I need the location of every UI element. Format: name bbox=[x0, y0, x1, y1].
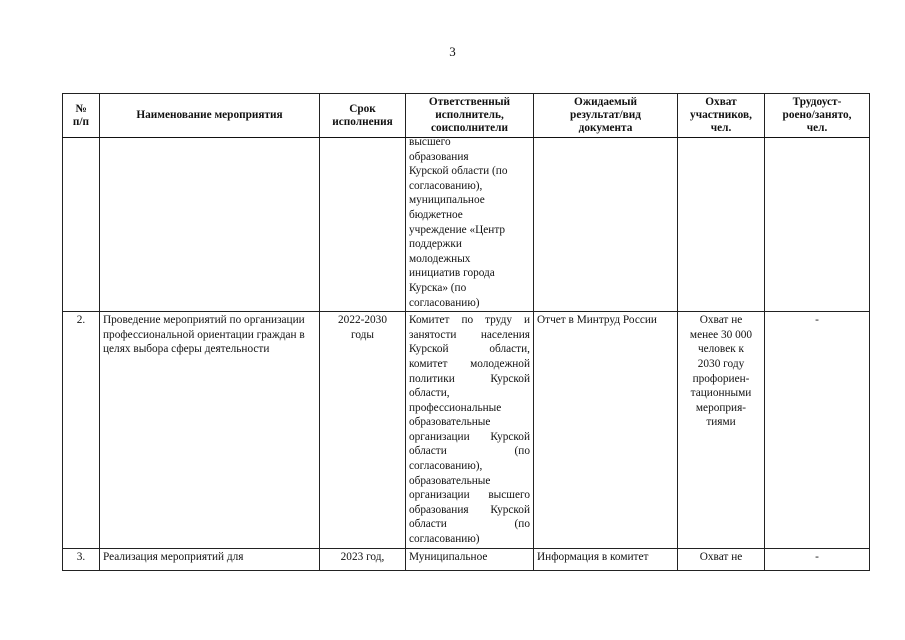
cell-executors: Комитет по труду и занятости населения Курской области, комитет молодежной политики Курской области, профессиональные образовательные организации Курской области (по согласованию), образовательные организации высшего образования Курской области (по согласованию) bbox=[406, 312, 534, 549]
header-coverage: Охват участников, чел. bbox=[678, 94, 765, 138]
cell-executors: Муниципальное bbox=[406, 548, 534, 570]
cell-coverage: Охват не менее 30 000 человек к 2030 году профориен- тационными мероприя- тиями bbox=[678, 312, 765, 549]
cell-result bbox=[534, 138, 678, 312]
cell-num: 3. bbox=[63, 548, 100, 570]
table-row bbox=[63, 312, 870, 549]
table-row bbox=[63, 548, 870, 570]
cell-num: 2. bbox=[63, 312, 100, 549]
cell-term: 2022-2030 годы bbox=[320, 312, 406, 549]
header-result: Ожидаемый результат/вид документа bbox=[534, 94, 678, 138]
cell-num bbox=[63, 138, 100, 312]
header-employed: Трудоуст- роено/занято, чел. bbox=[765, 94, 870, 138]
cell-term: 2023 год, bbox=[320, 548, 406, 570]
cell-term bbox=[320, 138, 406, 312]
header-executors: Ответственный исполнитель, соисполнители bbox=[406, 94, 534, 138]
cell-coverage: Охват не bbox=[678, 548, 765, 570]
cell-coverage bbox=[678, 138, 765, 312]
cell-name bbox=[100, 138, 320, 312]
header-term: Срок исполнения bbox=[320, 94, 406, 138]
header-num: № п/п bbox=[63, 94, 100, 138]
cell-employed: - bbox=[765, 312, 870, 549]
table-row-continued bbox=[63, 138, 870, 312]
cell-result: Отчет в Минтруд России bbox=[534, 312, 678, 549]
cell-name: Проведение мероприятий по организации профессиональной ориентации граждан в целях выбора сферы деятельности bbox=[100, 312, 320, 549]
page-number: 3 bbox=[449, 44, 456, 59]
cell-employed bbox=[765, 138, 870, 312]
header-name: Наименование мероприятия bbox=[100, 94, 320, 138]
cell-result: Информация в комитет bbox=[534, 548, 678, 570]
plan-table bbox=[62, 93, 870, 571]
cell-name: Реализация мероприятий для bbox=[100, 548, 320, 570]
cell-employed: - bbox=[765, 548, 870, 570]
cell-executors: высшего образования Курской области (по согласованию), муниципальное бюджетное учреждение «Центр поддержки молодежных инициатив города Курска» (по согласованию) bbox=[406, 138, 534, 312]
table-header-row bbox=[63, 94, 870, 138]
